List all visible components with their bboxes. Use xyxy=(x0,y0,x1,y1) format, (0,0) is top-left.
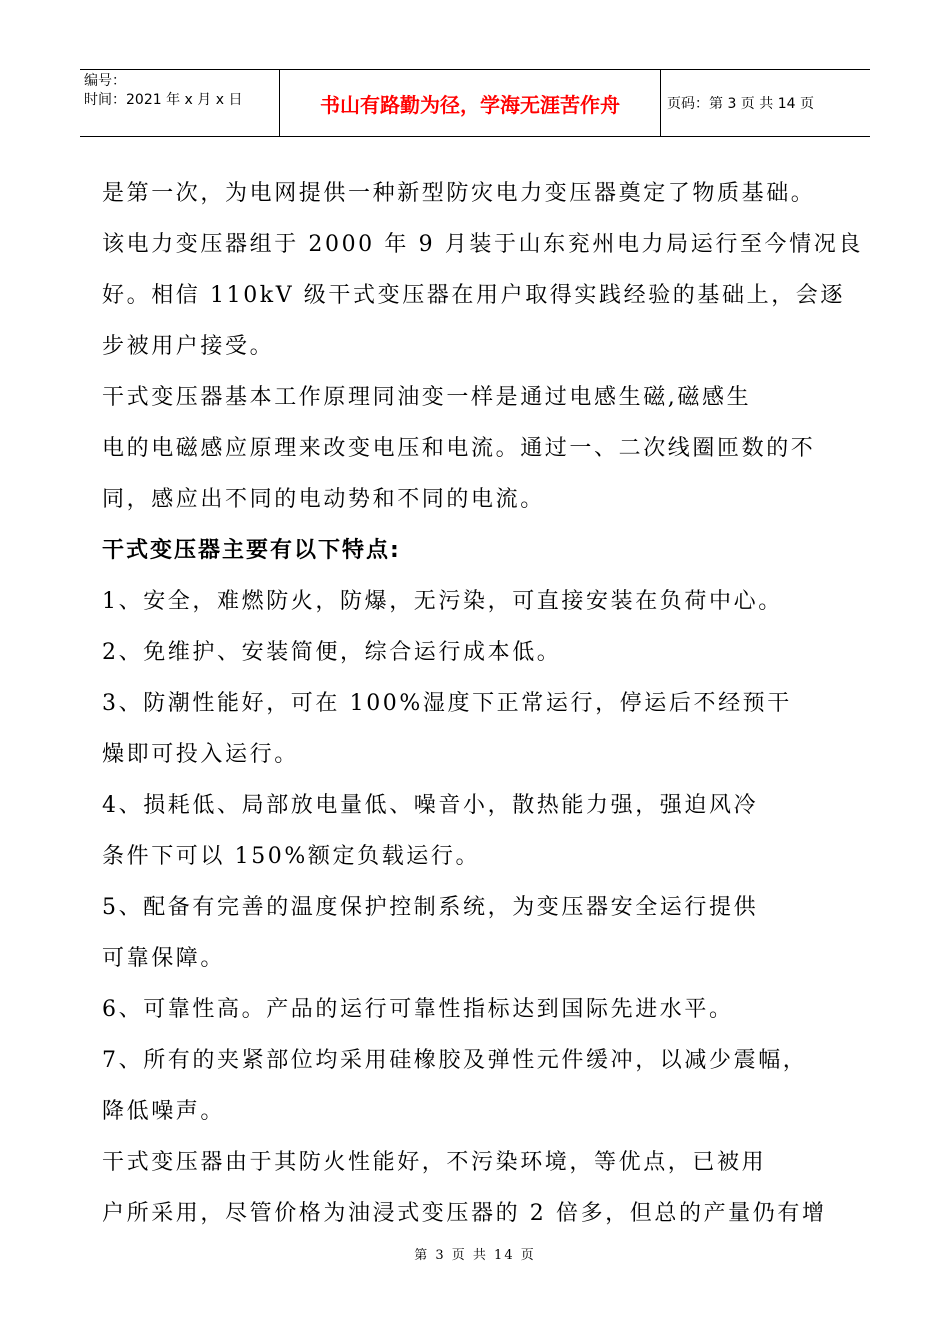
list-item: 4、损耗低、局部放电量低、噪音小，散热能力强，强迫风冷 xyxy=(102,793,759,818)
text-line: 好。相信 110kV 级干式变压器在用户取得实践经验的基础上，会逐 xyxy=(102,283,845,308)
text-line: 燥即可投入运行。 xyxy=(102,742,299,767)
text-line: 该电力变压器组于 2000 年 9 月装于山东兖州电力局运行至今情况良 xyxy=(102,232,863,257)
list-item: 1、安全，难燃防火，防爆，无污染，可直接安装在负荷中心。 xyxy=(102,589,783,614)
list-item: 7、所有的夹紧部位均采用硅橡胶及弹性元件缓冲，以减少震幅， xyxy=(102,1048,808,1073)
list-item: 3、防潮性能好，可在 100%湿度下正常运行，停运后不经预干 xyxy=(102,691,792,716)
text-line: 干式变压器由于其防火性能好，不污染环境，等优点，已被用 xyxy=(102,1150,767,1175)
list-item: 2、免维护、安装简便，综合运行成本低。 xyxy=(102,640,562,665)
text-line: 可靠保障。 xyxy=(102,946,226,971)
document-body xyxy=(102,168,862,1239)
header-page-info: 页码：第 3 页 共 14 页 xyxy=(667,96,814,112)
page-header xyxy=(80,69,870,137)
text-line: 步被用户接受。 xyxy=(102,334,275,359)
text-line: 电的电磁感应原理来改变电压和电流。通过一、二次线圈匝数的不 xyxy=(102,436,816,461)
text-line: 条件下可以 150%额定负载运行。 xyxy=(102,844,481,869)
header-motto: 书山有路勤为径，学海无涯苦作舟 xyxy=(280,70,661,136)
text-line: 户所采用，尽管价格为油浸式变压器的 2 倍多，但总的产量仍有增 xyxy=(102,1201,827,1226)
page-footer: 第 3 页 共 14 页 xyxy=(414,1248,536,1263)
text-line: 降低噪声。 xyxy=(102,1099,226,1124)
text-line: 干式变压器基本工作原理同油变一样是通过电感生磁,磁感生 xyxy=(102,385,752,410)
text-line: 是第一次，为电网提供一种新型防灾电力变压器奠定了物质基础。 xyxy=(102,181,816,206)
section-heading: 干式变压器主要有以下特点: xyxy=(102,538,401,563)
date-label: 时间：2021 年 x 月 x 日 xyxy=(84,92,243,108)
list-item: 6、可靠性高。产品的运行可靠性指标达到国际先进水平。 xyxy=(102,997,734,1022)
number-label: 编号： xyxy=(84,73,126,89)
text-line: 同，感应出不同的电动势和不同的电流。 xyxy=(102,487,545,512)
list-item: 5、配备有完善的温度保护控制系统，为变压器安全运行提供 xyxy=(102,895,759,920)
header-meta xyxy=(80,70,280,136)
